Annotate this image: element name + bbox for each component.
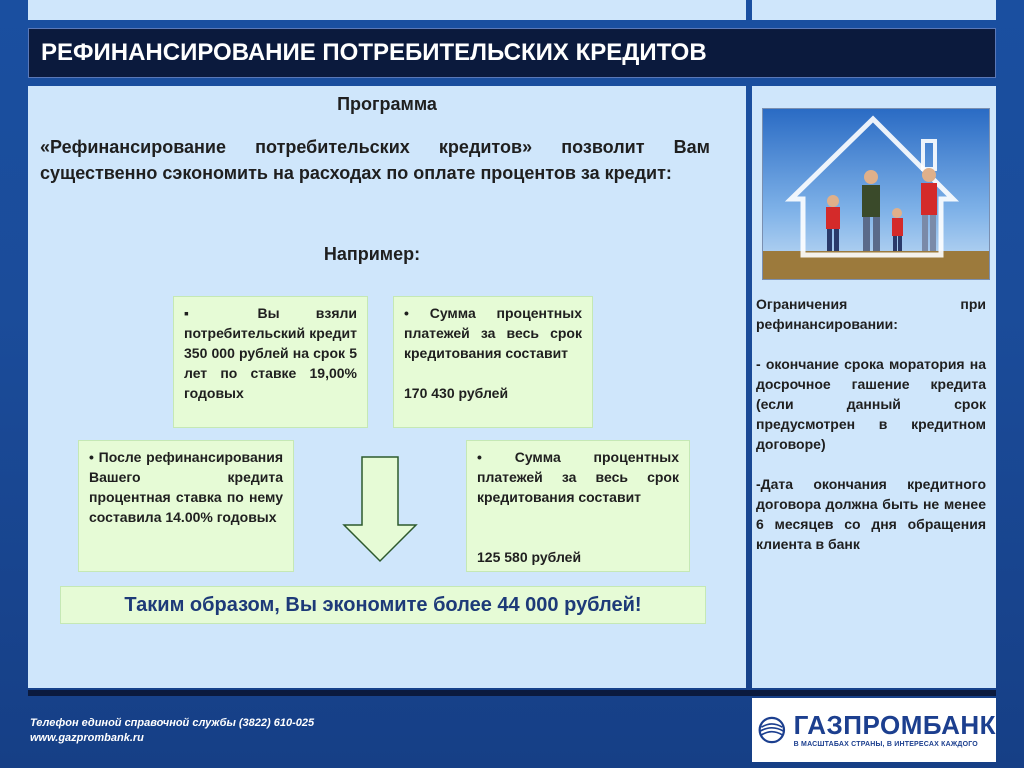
restriction-item-2: -Дата окончания кредитного договора должна быть не менее 6 месяцев со дня обращения клиента в банк — [756, 476, 986, 552]
after-sum-value: 125 580 рублей — [477, 549, 582, 565]
arrow-down-icon — [342, 455, 418, 563]
before-sum-value: 170 430 рублей — [404, 385, 509, 401]
after-refi-box — [78, 440, 294, 572]
after-sum-box — [466, 440, 690, 572]
program-label: Программа — [337, 94, 437, 114]
family-house-photo — [762, 108, 990, 280]
top-panel-left — [28, 0, 746, 20]
page-title: РЕФИНАНСИРОВАНИЕ ПОТРЕБИТЕЛЬСКИХ КРЕДИТОВ — [28, 28, 996, 78]
program-text: «Рефинансирование потребительских кредитов» позволит Вам существенно сэкономить на расходах по оплате процентов за кредит: — [40, 137, 710, 183]
example-label: Например: — [323, 244, 421, 264]
restriction-item-1: - окончание срока моратория на досрочное гашение кредита (если данный срок предусмотрен в кредитном договоре) — [756, 356, 986, 452]
restrictions-text — [756, 294, 986, 554]
before-sum-box — [393, 296, 593, 428]
after-refi-text: • После рефинансирования Вашего кредита процентная ставка по нему составила 14.00% годовых — [89, 449, 283, 525]
after-sum-text: • Сумма процентных платежей за весь срок кредитования составит — [477, 449, 679, 505]
result-text: Таким образом, Вы экономите более 44 000 рублей! — [60, 586, 706, 624]
footer-contacts — [30, 716, 314, 746]
top-panel-right — [752, 0, 996, 20]
restrictions-heading: Ограничения при рефинансировании: — [756, 296, 986, 332]
gazprombank-logo — [752, 698, 996, 762]
footer-divider — [28, 690, 996, 696]
footer-phone: Телефон единой справочной службы (3822) 610-025 — [30, 717, 315, 729]
before-sum-text: • Сумма процентных платежей за весь срок кредитования составит — [404, 305, 582, 361]
credit-text: ▪ Вы взяли потребительский кредит 350 000 рублей на срок 5 лет по ставке 19,00% годовых — [184, 305, 357, 401]
credit-box — [173, 296, 368, 428]
globe-logo-icon — [758, 705, 786, 755]
logo-name: ГАЗПРОМБАНК — [793, 710, 996, 740]
logo-slogan: В МАСШТАБАХ СТРАНЫ, В ИНТЕРЕСАХ КАЖДОГО — [793, 741, 978, 748]
footer-site[interactable]: www.gazprombank.ru — [30, 732, 144, 744]
